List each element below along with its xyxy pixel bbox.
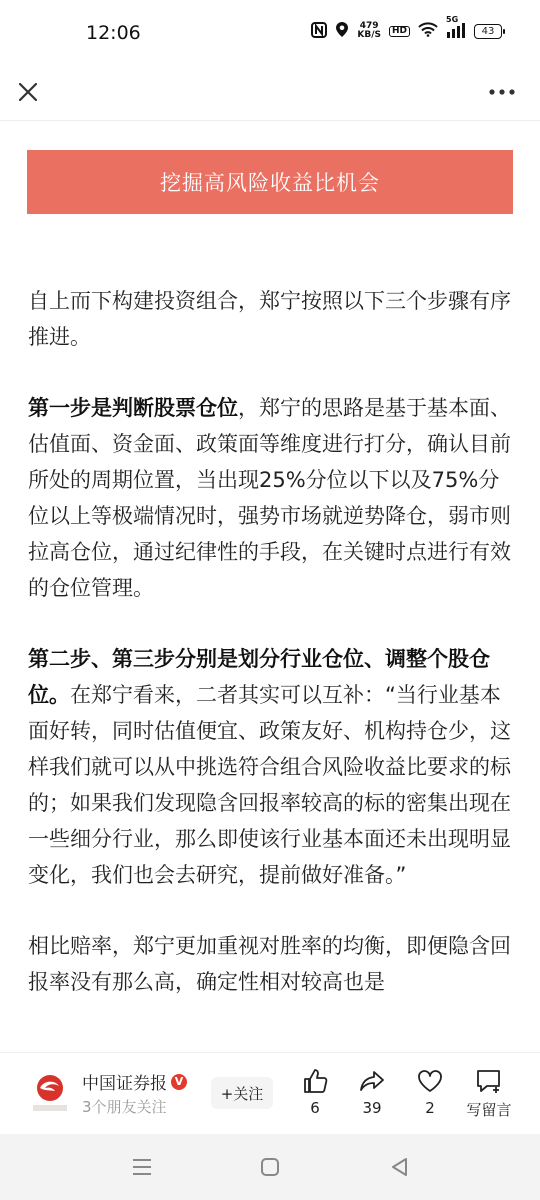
menu-nav-button[interactable] [129,1154,155,1180]
close-button[interactable] [14,74,42,110]
paragraph-1: 自上而下构建投资组合，郑宁按照以下三个步骤有序推进。 [28,289,511,349]
paragraph-2-text: ，郑宁的思路是基于基本面、估值面、资金面、政策面等维度进行打分，确认目前所处的周期位置，当出现25%分位以下以及75%分位以上等极端情况时，强势市场就逆势降仓，弱市则拉高仓位，通过纪律性的手段，在关键时点进行有效的仓位管理。 [28,396,511,600]
article-body [28,283,514,1000]
friends-following: 3个朋友关注 [82,1098,167,1116]
net-speed-value: 479 [359,21,379,31]
status-bar [0,0,540,68]
comment-button[interactable] [459,1067,519,1120]
share-icon [358,1067,386,1095]
system-nav-bar [0,1134,540,1200]
battery-level: 43 [481,25,495,37]
favorite-button[interactable] [402,1067,458,1117]
share-button[interactable] [344,1067,400,1117]
battery-icon [474,24,502,39]
favorite-count: 2 [425,1099,435,1117]
more-button[interactable] [486,74,518,110]
nfc-icon [311,22,327,41]
paragraph-4: 相比赔率，郑宁更加重视对胜率的均衡，即便隐含回报率没有那么高，确定性相对较高也是 [28,934,511,994]
more-icon [488,88,516,96]
paragraph-3 [28,641,514,893]
menu-nav-icon [131,1158,153,1176]
signal-icon [446,14,466,41]
net-speed-unit: KB/S [357,30,381,40]
wifi-icon [418,22,438,40]
location-icon [335,21,349,41]
back-nav-button[interactable] [387,1154,413,1180]
paragraph-3-text: 在郑宁看来，二者其实可以互补：“当行业基本面好转，同时估值便宜、政策友好、机构持仓少，这样我们就可以从中挑选符合组合风险收益比要求的标的；如果我们发现隐含回报率较高的标的密集出现在一些细分行业，那么即使该行业基本面还未出现明显变化，我们也会去研究，提前做好准备。” [28,683,511,887]
section-banner [27,150,513,214]
top-bar [0,68,540,121]
verified-badge: V [171,1074,187,1090]
publisher-name[interactable]: 中国证券报 [82,1074,167,1094]
like-button[interactable] [287,1067,343,1117]
like-icon [301,1067,329,1095]
publisher-name-row[interactable] [82,1069,187,1094]
paragraph-2-bold: 第一步是判断股票仓位 [28,396,238,420]
share-count: 39 [362,1099,382,1117]
like-count: 6 [310,1099,320,1117]
net-speed [357,22,381,40]
follow-button[interactable]: +关注 [211,1077,273,1109]
paragraph-2 [28,390,514,606]
bottom-action-bar [0,1052,540,1135]
comment-icon [474,1067,504,1095]
network-type: 5G [446,14,459,24]
back-nav-icon [390,1157,410,1177]
status-time: 12:06 [86,22,141,44]
publisher-logo[interactable] [28,1071,72,1115]
paragraph-3-bold: 第二步、第三步分别是划分行业仓位、调整个股仓位。 [28,647,490,707]
comment-label: 写留言 [466,1101,512,1119]
heart-icon [416,1067,444,1095]
hd-badge: HD [389,26,410,37]
banner-title: 挖掘高风险收益比机会 [160,171,380,195]
status-icons [311,14,502,41]
home-nav-icon [260,1157,280,1177]
home-nav-button[interactable] [257,1154,283,1180]
close-icon [17,81,39,103]
